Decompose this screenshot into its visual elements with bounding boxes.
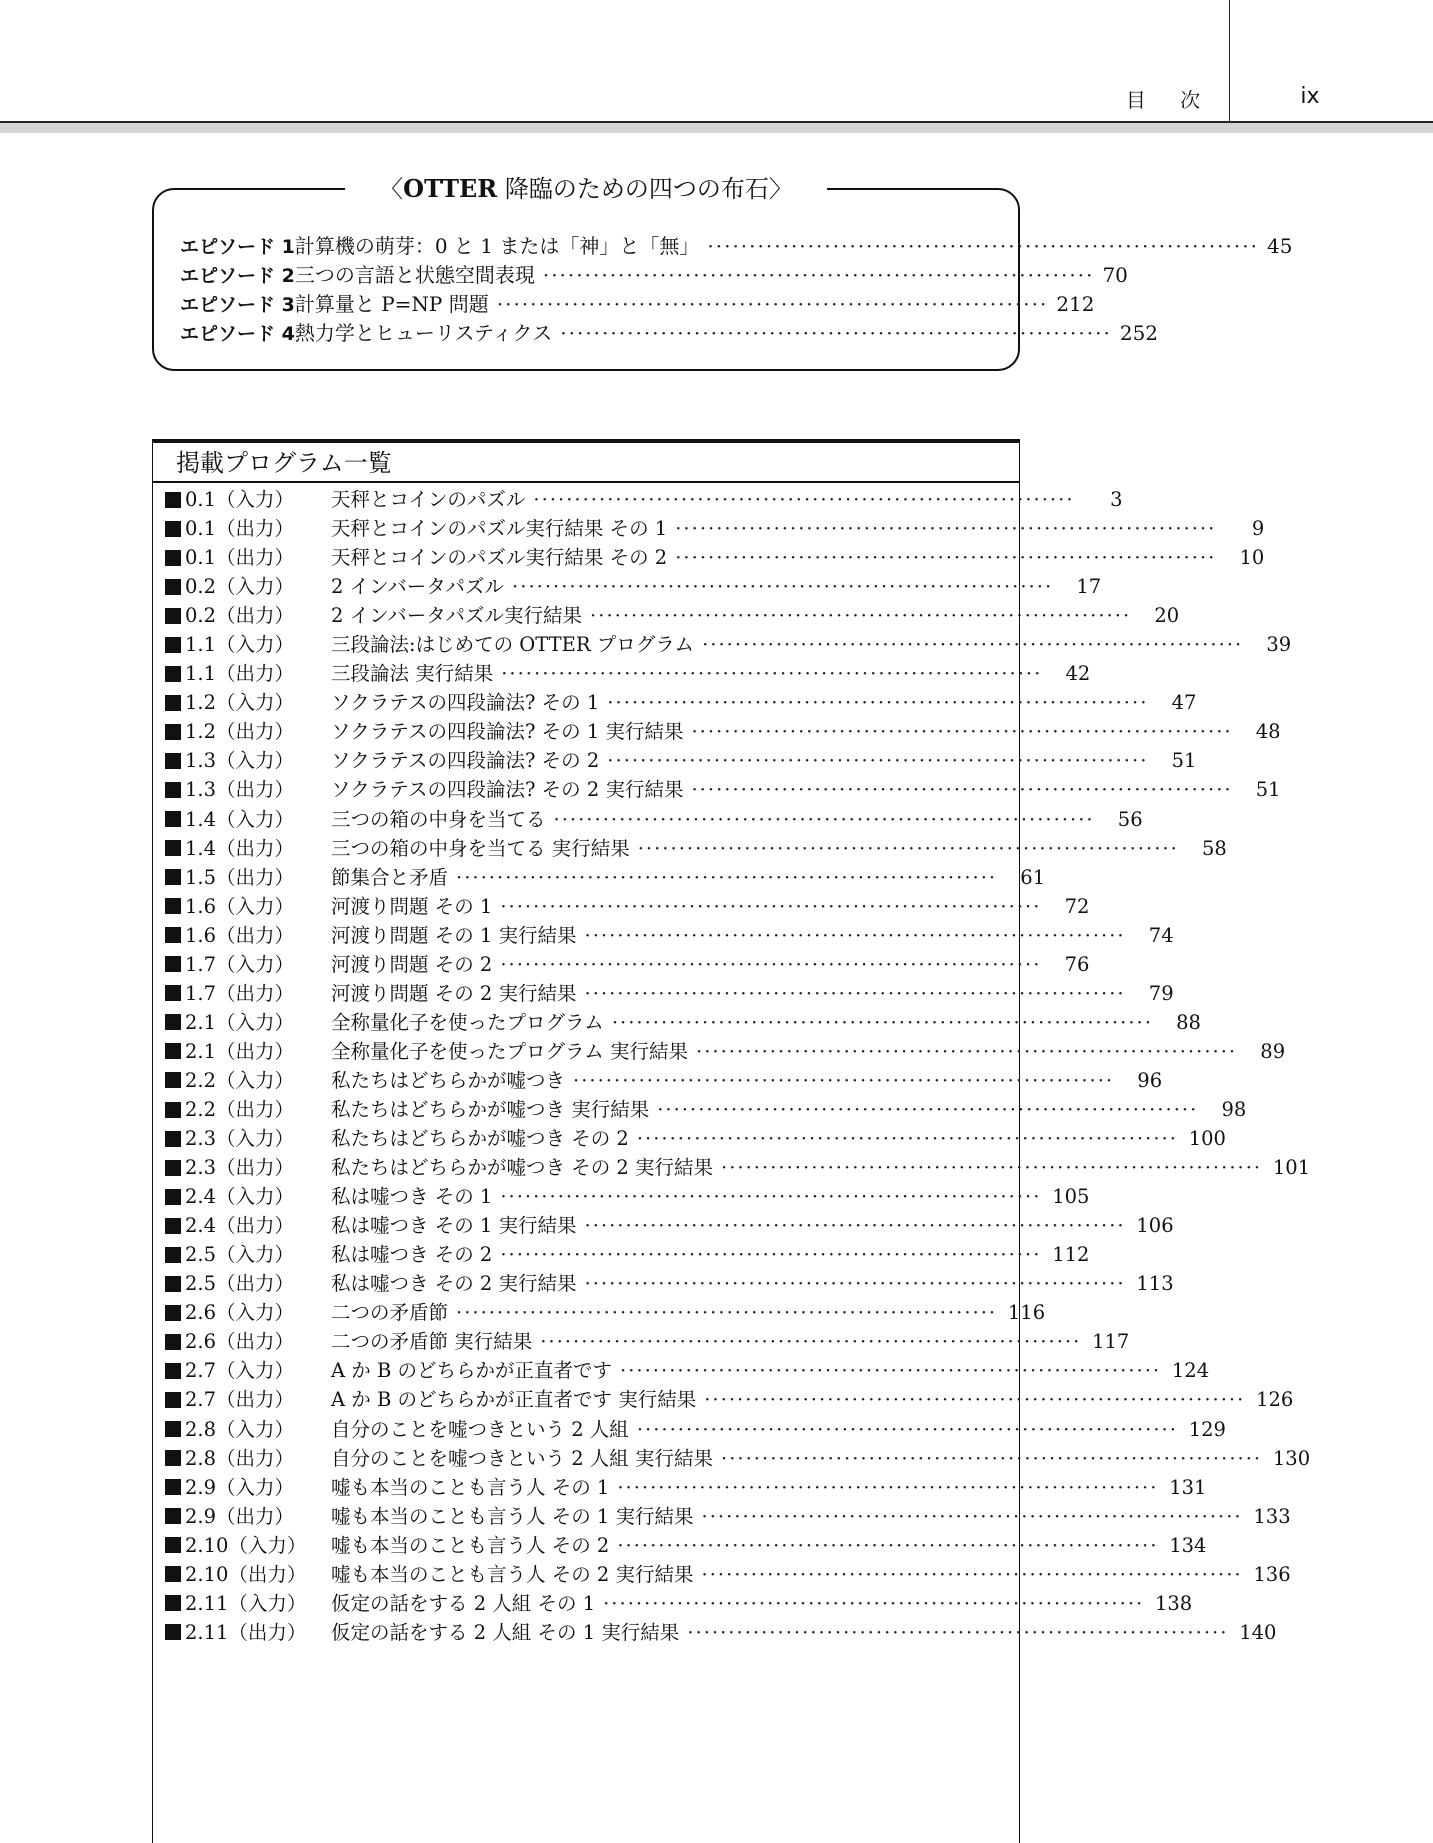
program-row[interactable] (165, 1618, 1277, 1647)
square-bullet-icon (165, 1595, 181, 1611)
program-row[interactable] (165, 1502, 1291, 1531)
program-page: 42 (1065, 662, 1091, 686)
program-row[interactable] (165, 1240, 1090, 1269)
program-id: 2.9（出力） (185, 1504, 295, 1528)
leader-dots: ·································································· (500, 1243, 1042, 1267)
leader-dots: ·································································· (540, 1330, 1082, 1354)
program-id: 2.4（出力） (185, 1214, 295, 1238)
program-title: ソクラテスの四段論法? その 1 (331, 691, 600, 715)
leader-dots: ·································································· (590, 604, 1132, 628)
square-bullet-icon (165, 782, 181, 798)
leader-dots: ·································································· (500, 952, 1042, 976)
leader-dots: ·································································· (702, 633, 1244, 657)
leader-dots: ·································································· (500, 1185, 1042, 1209)
program-title: A か B のどちらかが正直者です 実行結果 (331, 1388, 697, 1412)
program-row[interactable] (165, 1211, 1174, 1240)
program-page: 89 (1260, 1039, 1286, 1063)
program-title: 三つの箱の中身を当てる 実行結果 (331, 836, 630, 860)
program-row[interactable] (165, 630, 1292, 659)
program-page: 129 (1188, 1417, 1226, 1441)
episode-text: 計算機の萌芽：0 と 1 または「神」と「無」 (294, 234, 700, 258)
square-bullet-icon (165, 1363, 181, 1379)
program-row[interactable] (165, 543, 1265, 572)
square-bullet-icon (165, 521, 181, 537)
leader-dots: ·································································· (721, 1446, 1263, 1470)
square-bullet-icon (165, 1247, 181, 1263)
square-bullet-icon (165, 579, 181, 595)
header-band (0, 123, 1433, 133)
square-bullet-icon (165, 1072, 181, 1088)
program-page: 9 (1251, 517, 1265, 541)
square-bullet-icon (165, 492, 181, 508)
program-page: 98 (1221, 1097, 1247, 1121)
program-row[interactable] (165, 717, 1281, 746)
program-row[interactable] (165, 1473, 1207, 1502)
square-bullet-icon (165, 956, 181, 972)
program-page: 61 (1020, 865, 1046, 889)
program-title: 三段論法:はじめての OTTER プログラム (331, 633, 695, 657)
program-page: 117 (1092, 1330, 1130, 1354)
program-id: 1.1（出力） (185, 662, 295, 686)
square-bullet-icon (165, 1334, 181, 1350)
leader-dots: ·································································· (456, 1301, 998, 1325)
program-page: 126 (1256, 1388, 1294, 1412)
square-bullet-icon (165, 550, 181, 566)
square-bullet-icon (165, 811, 181, 827)
leader-dots: ·································································· (500, 894, 1042, 918)
program-title: 節集合と矛盾 (331, 865, 449, 889)
square-bullet-icon (165, 1131, 181, 1147)
program-row[interactable] (165, 1415, 1226, 1444)
leader-dots: ·································································· (560, 321, 1112, 345)
leader-dots: ·································································· (701, 1562, 1243, 1586)
program-page: 3 (1110, 488, 1123, 511)
square-bullet-icon (165, 1160, 181, 1176)
leader-dots: ·································································· (637, 836, 1179, 860)
square-bullet-icon (165, 1537, 181, 1553)
program-title: A か B のどちらかが正直者です (331, 1359, 613, 1383)
page-number: ix (1300, 84, 1320, 109)
program-title: 天秤とコインのパズル (331, 488, 526, 511)
square-bullet-icon (165, 1102, 181, 1118)
episode-page: 45 (1266, 234, 1293, 258)
program-id: 2.7（入力） (185, 1359, 295, 1383)
program-page: 51 (1255, 778, 1281, 802)
program-row[interactable] (165, 1008, 1201, 1037)
program-id: 2.2（入力） (185, 1068, 295, 1092)
program-id: 2.11（入力） (185, 1591, 307, 1615)
leader-dots: ·································································· (675, 517, 1217, 541)
leader-dots: ·································································· (456, 865, 998, 889)
square-bullet-icon (165, 1014, 181, 1030)
episode-title-bold: OTTER (403, 174, 498, 203)
episode-row[interactable] (180, 261, 1128, 290)
program-title: 私は嘘つき その 2 (331, 1243, 493, 1267)
program-row[interactable] (165, 1269, 1174, 1298)
program-row[interactable] (165, 892, 1090, 921)
program-id: 0.1（出力） (185, 517, 295, 541)
program-id: 1.4（入力） (185, 807, 295, 831)
program-row[interactable] (165, 1560, 1291, 1589)
leader-dots: ·································································· (553, 807, 1095, 831)
running-head-section: 目 次 (1125, 88, 1215, 112)
program-page: 48 (1255, 720, 1281, 744)
program-row[interactable] (165, 921, 1174, 950)
program-id: 2.2（出力） (185, 1097, 295, 1121)
leader-dots: ·································································· (603, 1591, 1145, 1615)
program-row[interactable] (165, 1124, 1226, 1153)
program-id: 1.3（出力） (185, 778, 295, 802)
leader-dots: ·································································· (721, 1156, 1263, 1180)
program-row[interactable] (165, 775, 1281, 804)
leader-dots: ·································································· (611, 1010, 1153, 1034)
program-page: 131 (1169, 1475, 1207, 1499)
program-row[interactable] (165, 485, 1123, 514)
leader-dots: ·································································· (657, 1097, 1199, 1121)
program-page: 105 (1052, 1185, 1090, 1209)
episode-label: エピソード 4 (180, 323, 295, 345)
square-bullet-icon (165, 1479, 181, 1495)
program-title: 河渡り問題 その 2 (331, 952, 493, 976)
square-bullet-icon (165, 637, 181, 653)
leader-dots: ·································································· (617, 1475, 1159, 1499)
square-bullet-icon (165, 1276, 181, 1292)
episode-text: 計算量と P=NP 問題 (294, 292, 489, 316)
square-bullet-icon (165, 927, 181, 943)
program-title: ソクラテスの四段論法? その 2 実行結果 (331, 778, 684, 802)
program-page: 101 (1272, 1156, 1311, 1180)
program-title: 河渡り問題 その 1 (331, 894, 493, 918)
program-page: 106 (1136, 1214, 1174, 1238)
program-page: 58 (1201, 836, 1227, 860)
program-id: 1.6（出力） (185, 923, 295, 947)
program-id: 2.6（出力） (185, 1330, 295, 1354)
program-id: 2.9（入力） (185, 1475, 295, 1499)
leader-dots: ·································································· (584, 981, 1126, 1005)
square-bullet-icon (165, 1189, 181, 1205)
square-bullet-icon (165, 985, 181, 1001)
program-row[interactable] (165, 1153, 1311, 1182)
program-title: 私たちはどちらかが嘘つき その 2 (331, 1127, 629, 1151)
program-title: 全称量化子を使ったプログラム 実行結果 (331, 1039, 689, 1063)
program-page: 140 (1239, 1620, 1277, 1644)
program-id: 1.6（入力） (185, 894, 295, 918)
program-title: 河渡り問題 その 2 実行結果 (331, 981, 577, 1005)
program-page: 76 (1064, 952, 1090, 976)
program-page: 56 (1117, 807, 1143, 831)
episode-page: 212 (1056, 292, 1095, 316)
program-title: 二つの矛盾節 実行結果 (331, 1330, 533, 1354)
program-page: 39 (1266, 633, 1292, 657)
episode-title-prefix: 〈 (379, 175, 404, 203)
program-list (165, 485, 1311, 1647)
program-page: 88 (1176, 1010, 1201, 1034)
program-title: 仮定の話をする 2 人組 その 1 実行結果 (331, 1620, 680, 1644)
program-id: 2.5（入力） (185, 1243, 295, 1267)
program-page: 20 (1154, 604, 1180, 628)
program-id: 0.1（入力） (185, 488, 295, 511)
program-row[interactable] (165, 1327, 1130, 1356)
leader-dots: ·································································· (542, 263, 1095, 287)
program-page: 100 (1188, 1127, 1226, 1151)
program-page: 96 (1137, 1068, 1163, 1092)
program-row[interactable] (165, 601, 1180, 630)
program-id: 2.10（出力） (185, 1562, 307, 1586)
program-title: 仮定の話をする 2 人組 その 1 (331, 1591, 596, 1615)
program-id: 2.3（出力） (185, 1156, 295, 1180)
square-bullet-icon (165, 1218, 181, 1234)
square-bullet-icon (165, 1305, 181, 1321)
program-row[interactable] (165, 1444, 1311, 1473)
program-id: 2.5（出力） (185, 1272, 295, 1296)
square-bullet-icon (165, 666, 181, 682)
episode-text: 熱力学とヒューリスティクス (294, 321, 553, 345)
square-bullet-icon (165, 753, 181, 769)
program-id: 2.10（入力） (185, 1533, 307, 1557)
square-bullet-icon (165, 869, 181, 885)
program-title: 三つの箱の中身を当てる (331, 807, 546, 831)
leader-dots: ·································································· (704, 1388, 1246, 1412)
program-title: 自分のことを嘘つきという 2 人組 (331, 1417, 629, 1441)
program-row[interactable] (165, 1037, 1286, 1066)
program-row[interactable] (165, 834, 1227, 863)
program-id: 2.1（入力） (185, 1010, 295, 1034)
program-row[interactable] (165, 1589, 1193, 1618)
program-row[interactable] (165, 572, 1102, 601)
episode-label: エピソード 1 (180, 236, 295, 258)
program-row[interactable] (165, 1298, 1046, 1327)
program-row[interactable] (165, 1385, 1294, 1414)
program-title: 2 インバータパズル実行結果 (331, 604, 583, 628)
program-title: 天秤とコインのパズル実行結果 その 2 (331, 546, 668, 570)
program-id: 2.7（出力） (185, 1388, 295, 1412)
program-title: 三段論法 実行結果 (331, 662, 494, 686)
program-id: 1.3（入力） (185, 749, 295, 773)
program-id: 1.7（入力） (185, 952, 295, 976)
program-row[interactable] (165, 1356, 1210, 1385)
episode-box-title (345, 172, 827, 206)
program-title: 二つの矛盾節 (331, 1301, 449, 1325)
program-title: 私たちはどちらかが嘘つき 実行結果 (331, 1097, 650, 1121)
leader-dots: ·································································· (636, 1417, 1178, 1441)
leader-dots: ·································································· (707, 234, 1259, 258)
program-page: 112 (1052, 1243, 1090, 1267)
program-row[interactable] (165, 805, 1143, 834)
leader-dots: ·································································· (584, 1214, 1126, 1238)
program-id: 2.6（入力） (185, 1301, 295, 1325)
program-title: ソクラテスの四段論法? その 2 (331, 749, 600, 773)
leader-dots: ·································································· (691, 720, 1233, 744)
program-title: 嘘も本当のことも言う人 その 1 (331, 1475, 610, 1499)
leader-dots: ·································································· (496, 292, 1049, 316)
leader-dots: ·································································· (675, 546, 1217, 570)
program-title: 私は嘘つき その 1 実行結果 (331, 1214, 577, 1238)
program-page: 124 (1171, 1359, 1210, 1383)
program-id: 2.3（入力） (185, 1127, 295, 1151)
program-row[interactable] (165, 688, 1197, 717)
program-row[interactable] (165, 979, 1174, 1008)
square-bullet-icon (165, 1450, 181, 1466)
square-bullet-icon (165, 840, 181, 856)
leader-dots: ·································································· (512, 575, 1054, 599)
leader-dots: ·································································· (533, 488, 1075, 511)
leader-dots: ·································································· (584, 1272, 1126, 1296)
program-page: 47 (1171, 691, 1197, 715)
square-bullet-icon (165, 1624, 181, 1640)
program-row[interactable] (165, 746, 1197, 775)
program-title: 私たちはどちらかが嘘つき その 2 実行結果 (331, 1156, 714, 1180)
program-id: 1.2（入力） (185, 691, 295, 715)
episode-row[interactable] (180, 232, 1293, 261)
program-id: 2.4（入力） (185, 1185, 295, 1209)
leader-dots: ·································································· (696, 1039, 1238, 1063)
program-row[interactable] (165, 863, 1046, 892)
program-title: 天秤とコインのパズル実行結果 その 1 (331, 517, 668, 541)
program-page: 51 (1171, 749, 1197, 773)
program-id: 2.8（入力） (185, 1417, 295, 1441)
program-page: 79 (1148, 981, 1174, 1005)
program-row[interactable] (165, 514, 1265, 543)
episode-row[interactable] (180, 319, 1159, 348)
episode-row[interactable] (180, 290, 1095, 319)
leader-dots: ·································································· (701, 1504, 1243, 1528)
program-title: 私は嘘つき その 2 実行結果 (331, 1272, 577, 1296)
episode-list (180, 232, 1293, 348)
program-id: 1.5（出力） (185, 865, 295, 889)
episode-page: 252 (1119, 321, 1159, 345)
program-title: 嘘も本当のことも言う人 その 2 実行結果 (331, 1562, 694, 1586)
program-title: 全称量化子を使ったプログラム (331, 1010, 604, 1034)
program-id: 0.2（出力） (185, 604, 295, 628)
square-bullet-icon (165, 898, 181, 914)
square-bullet-icon (165, 1043, 181, 1059)
program-id: 2.11（出力） (185, 1620, 307, 1644)
program-title: 自分のことを嘘つきという 2 人組 実行結果 (331, 1446, 714, 1470)
leader-dots: ·································································· (617, 1533, 1159, 1557)
program-row[interactable] (165, 1095, 1247, 1124)
program-title: 河渡り問題 その 1 実行結果 (331, 923, 577, 947)
episode-text: 三つの言語と状態空間表現 (294, 263, 535, 287)
program-page: 17 (1076, 575, 1102, 599)
program-id: 1.1（入力） (185, 633, 295, 657)
program-page: 74 (1148, 923, 1174, 947)
square-bullet-icon (165, 1566, 181, 1582)
program-id: 1.4（出力） (185, 836, 295, 860)
program-title: 嘘も本当のことも言う人 その 2 (331, 1533, 610, 1557)
program-page: 130 (1272, 1446, 1311, 1470)
program-page: 136 (1253, 1562, 1291, 1586)
program-id: 1.7（出力） (185, 981, 295, 1005)
leader-dots: ·································································· (607, 691, 1149, 715)
leader-dots: ·································································· (636, 1127, 1178, 1151)
leader-dots: ·································································· (687, 1620, 1229, 1644)
program-page: 138 (1154, 1591, 1193, 1615)
square-bullet-icon (165, 1508, 181, 1524)
program-page: 10 (1239, 546, 1265, 570)
program-id: 1.2（出力） (185, 720, 295, 744)
leader-dots: ·································································· (607, 749, 1149, 773)
program-page: 134 (1169, 1533, 1207, 1557)
leader-dots: ·································································· (573, 1068, 1115, 1092)
program-id: 0.2（入力） (185, 575, 295, 599)
square-bullet-icon (165, 724, 181, 740)
program-page: 72 (1064, 894, 1090, 918)
program-row[interactable] (165, 659, 1091, 688)
program-list-title-rule (152, 481, 1020, 483)
program-title: ソクラテスの四段論法? その 1 実行結果 (331, 720, 684, 744)
program-title: 私たちはどちらかが嘘つき (331, 1068, 566, 1092)
leader-dots: ·································································· (501, 662, 1043, 686)
square-bullet-icon (165, 695, 181, 711)
leader-dots: ·································································· (691, 778, 1233, 802)
leader-dots: ·································································· (620, 1359, 1162, 1383)
program-id: 0.1（出力） (185, 546, 295, 570)
leader-dots: ·································································· (584, 923, 1126, 947)
square-bullet-icon (165, 608, 181, 624)
square-bullet-icon (165, 1392, 181, 1408)
program-page: 133 (1253, 1504, 1291, 1528)
program-list-title: 掲載プログラム一覧 (176, 449, 392, 477)
program-id: 2.1（出力） (185, 1039, 295, 1063)
program-page: 113 (1136, 1272, 1174, 1296)
program-id: 2.8（出力） (185, 1446, 295, 1470)
program-row[interactable] (165, 1531, 1207, 1560)
program-title: 2 インバータパズル (331, 575, 505, 599)
episode-label: エピソード 3 (180, 294, 295, 316)
program-title: 嘘も本当のことも言う人 その 1 実行結果 (331, 1504, 694, 1528)
program-row[interactable] (165, 1182, 1090, 1211)
program-row[interactable] (165, 1066, 1163, 1095)
program-row[interactable] (165, 950, 1090, 979)
episode-page: 70 (1102, 263, 1128, 287)
episode-label: エピソード 2 (180, 265, 295, 287)
program-page: 116 (1007, 1301, 1046, 1325)
square-bullet-icon (165, 1421, 181, 1437)
program-title: 私は嘘つき その 1 (331, 1185, 493, 1209)
header-divider (1229, 0, 1230, 122)
episode-title-rest: 降臨のための四つの布石〉 (497, 175, 793, 203)
